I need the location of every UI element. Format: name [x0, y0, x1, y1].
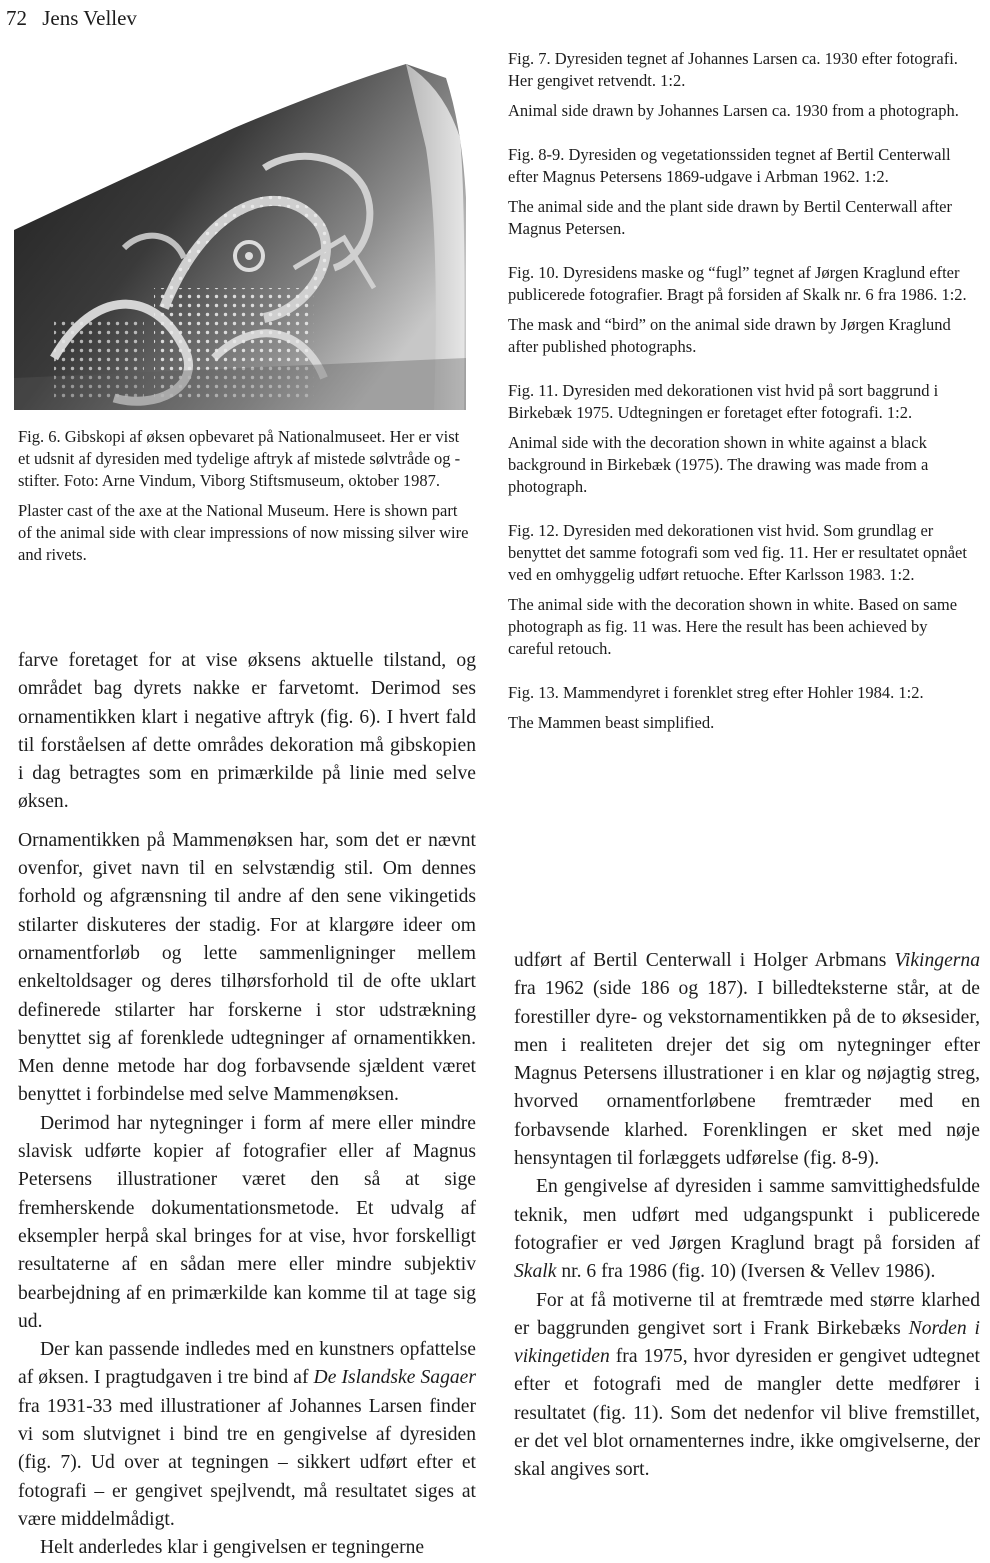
caption-fig-11 [508, 380, 968, 498]
body-text-run: udført af Bertil Centerwall i Holger Arbmans [514, 950, 895, 971]
caption-fig-12 [508, 520, 968, 660]
body-paragraph: Ornamentikken på Mammenøksen har, som det er nævnt ovenfor, givet navn til en selvstændig stil. Om dennes forhold og afgrænsning til andre af den sene vikingetids stilarter diskuteres der stadig. For at klargøre ideer om ornamentforløb og lette sammenligninger mellem enkeltoldsager og deres tilhørsforhold til de ofte uklart definerede stilarter har forskerne i stor udstrækning benyttet sig af forenklede udtegninger af ornamentikken. Men denne metode har dog forbavsende sjældent været benyttet i forbindelse med selve Mammenøksen. [18, 829, 476, 1106]
figure-captions-column [508, 48, 968, 756]
body-paragraph [18, 1336, 476, 1534]
caption-english: The animal side with the decoration shown in white. Based on same photograph as fig. 11 was. Here the result has been achieved by careful retouch. [508, 595, 958, 658]
body-paragraph: Helt anderledes klar i gengivelsen er tegningerne [40, 1537, 425, 1559]
caption-english: Animal side drawn by Johannes Larsen ca. 1930 from a photograph. [508, 101, 959, 120]
caption-fig-10 [508, 262, 968, 358]
plaster-cast-axe-image [14, 58, 466, 410]
body-text-left-column [18, 647, 476, 1563]
book-title: De Islandske Sagaer [313, 1367, 476, 1389]
body-paragraph: farve foretaget for at vise øksens aktuelle tilstand, og området bag dyrets nakke er farvetomt. Derimod ses ornamentikken klart i negative aftryk (fig. 6). I hvert fald til forståelsen af dette områdes dekoration må gibskopien i dag betragtes som en primærkilde på linie med selve øksen. [18, 650, 476, 813]
caption-danish: Fig. 12. Dyresiden med dekorationen vist hvid. Som grundlag er benyttet det samme fotografi som ved fig. 11. Her er resultatet opnået ved en omhyggelig udført retuoche. Efter Karlsson 1983. 1:2. [508, 521, 967, 584]
figure-6-photo [14, 58, 466, 410]
body-text-run: En gengivelse af dyresiden i samme samvittighedsfulde teknik, men udført med udgangspunkt i publicerede fotografier er ved Jørgen Kraglund bragt på forsiden af [514, 1176, 980, 1254]
book-title: Norden i vikingetiden [514, 1317, 980, 1368]
caption-english: The Mammen beast simplified. [508, 713, 715, 732]
caption-english: The animal side and the plant side drawn by Bertil Centerwall after Magnus Petersen. [508, 197, 952, 238]
body-text-run: nr. 6 fra 1986 (fig. 10) (Iversen & Vellev 1986). [556, 1261, 936, 1283]
figure-6-caption [18, 426, 470, 566]
figure-6-caption-english: Plaster cast of the axe at the National Museum. Here is shown part of the animal side with clear impressions of now missing silver wire and rivets. [18, 501, 469, 564]
body-paragraph: Derimod har nytegninger i form af mere eller mindre slavisk udførte kopier af fotografier eller af Magnus Petersens illustrationer været den så at sige fremherskende dokumentationsmetode. Et udvalg af eksempler herpå skal bringes for at vise, hvor forskelligt resultaterne af en sådan mere eller mindre subjektiv bearbejdning af en primærkilde kan komme til at tage sig ud. [18, 1112, 476, 1332]
caption-fig-7 [508, 48, 968, 122]
body-text-run: Der kan passende indledes med en kunstners opfattelse af øksen. I pragtudgaven i tre bind af [18, 1339, 476, 1389]
body-paragraph [514, 947, 980, 1173]
caption-english: Animal side with the decoration shown in white against a black background in Birkebæk (1975). The drawing was made from a photograph. [508, 433, 929, 496]
running-author: Jens Vellev [42, 6, 137, 30]
body-text-run: fra 1931-33 med illustrationer af Johannes Larsen finder vi som slutvignet i bind tre en gengivelse af dyresiden (fig. 7). Ud over at tegningen – sikkert udført efter et fotografi – er gengivet spejlvendt, må resultatet siges at være middelmådigt. [18, 1395, 476, 1530]
body-text-right-column [514, 947, 980, 1485]
body-text-run: fra 1975, hvor dyresiden er gengivet udtegnet efter et fotografi med de mangler dette medfører i resultatet (fig. 11). Som det nedenfor vil blive fremstillet, er det vel blot ornamenternes indre, ikke omgivelserne, der skal angives sort. [514, 1346, 980, 1481]
caption-danish: Fig. 11. Dyresiden med dekorationen vist hvid på sort baggrund i Birkebæk 1975. Udtegningen er foretaget efter fotografi. 1:2. [508, 381, 939, 422]
caption-danish: Fig. 10. Dyresidens maske og “fugl” tegnet af Jørgen Kraglund efter publicerede fotografier. Bragt på forsiden af Skalk nr. 6 fra 1986. 1:2. [508, 263, 967, 304]
caption-danish: Fig. 13. Mammendyret i forenklet streg efter Hohler 1984. 1:2. [508, 683, 924, 702]
journal-title: Skalk [514, 1261, 557, 1283]
page-number: 72 [6, 6, 27, 30]
caption-danish: Fig. 8-9. Dyresiden og vegetationssiden tegnet af Bertil Centerwall efter Magnus Petersens 1869-udgave i Arbman 1962. 1:2. [508, 145, 951, 186]
caption-danish: Fig. 7. Dyresiden tegnet af Johannes Larsen ca. 1930 efter fotografi. Her gengivet retvendt. 1:2. [508, 49, 958, 90]
caption-fig-13 [508, 682, 968, 734]
caption-fig-8-9 [508, 144, 968, 240]
body-paragraph [514, 1173, 980, 1286]
figure-6-caption-danish: Fig. 6. Gibskopi af øksen opbevaret på Nationalmuseet. Her er vist et udsnit af dyresiden med tydelige aftryk af mistede sølvtråde og -stifter. Foto: Arne Vindum, Viborg Stiftsmuseum, oktober 1987. [18, 427, 461, 490]
book-title: Vikingerna [894, 950, 980, 971]
running-header [6, 6, 137, 31]
body-text-run: For at få motiverne til at fremtræde med større klarhed er baggrunden gengivet sort i Frank Birkebæks [514, 1289, 980, 1339]
body-text-run: fra 1962 (side 186 og 187). I billedteksterne står, at de forestiller dyre- og vekstornamentikken på de to øksesider, men i realiteten drejer det sig om nytegninger efter Magnus Petersens illustrationer i en klar og nøjagtig streg, hvorved ornamentforløbene fremtræder med en forbavsende klarhed. Forenklingen er sket med nøje hensyntagen til forlæggets udførelse (fig. 8-9). [514, 978, 980, 1170]
caption-english: The mask and “bird” on the animal side drawn by Jørgen Kraglund after published photographs. [508, 315, 951, 356]
body-paragraph [514, 1287, 980, 1485]
